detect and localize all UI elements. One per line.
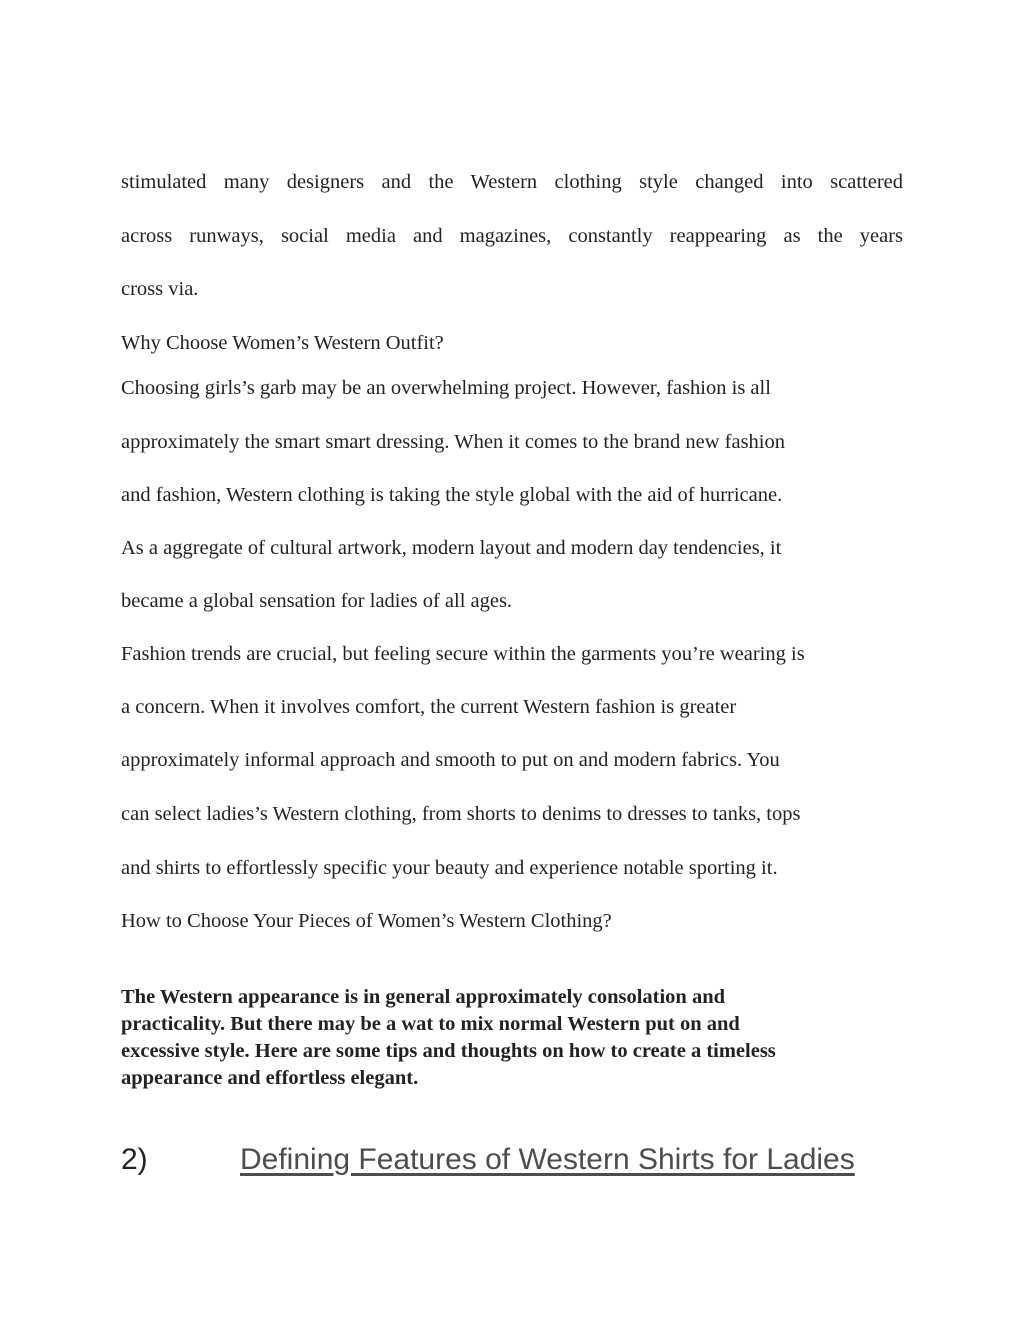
bold-paragraph [121, 984, 891, 1092]
intro-line: across runways, social media and magazines, constantly reappearing as the years [121, 225, 903, 247]
paragraph-line: a concern. When it involves comfort, the current Western fashion is greater [121, 696, 737, 718]
section-number: 2) [121, 1143, 148, 1176]
subheading-why: Why Choose Women’s Western Outfit? [121, 332, 444, 354]
paragraph-line: approximately the smart smart dressing. When it comes to the brand new fashion [121, 431, 785, 453]
paragraph-line: can select ladies’s Western clothing, from shorts to denims to dresses to tanks, tops [121, 803, 801, 825]
paragraph-line: and shirts to effortlessly specific your beauty and experience notable sporting it. [121, 857, 778, 879]
paragraph-line: approximately informal approach and smooth to put on and modern fabrics. You [121, 749, 780, 771]
paragraph-line: Choosing girls’s garb may be an overwhelming project. However, fashion is all [121, 377, 771, 399]
paragraph-line: became a global sensation for ladies of all ages. [121, 590, 513, 612]
bold-line: excessive style. Here are some tips and thoughts on how to create a timeless [121, 1040, 776, 1062]
paragraph-line: As a aggregate of cultural artwork, modern layout and modern day tendencies, it [121, 537, 782, 559]
bold-line: The Western appearance is in general approximately consolation and [121, 986, 726, 1008]
bold-line: appearance and effortless elegant. [121, 1067, 419, 1089]
paragraph-line: and fashion, Western clothing is taking the style global with the aid of hurricane. [121, 484, 783, 506]
intro-line: cross via. [121, 278, 199, 300]
subheading-how: How to Choose Your Pieces of Women’s Western Clothing? [121, 910, 612, 932]
paragraph-line: Fashion trends are crucial, but feeling secure within the garments you’re wearing is [121, 643, 805, 665]
intro-line: stimulated many designers and the Western clothing style changed into scattered [121, 171, 903, 193]
section-title-link[interactable]: Defining Features of Western Shirts for Ladies [240, 1143, 855, 1176]
bold-line: practicality. But there may be a wat to mix normal Western put on and [121, 1013, 740, 1035]
